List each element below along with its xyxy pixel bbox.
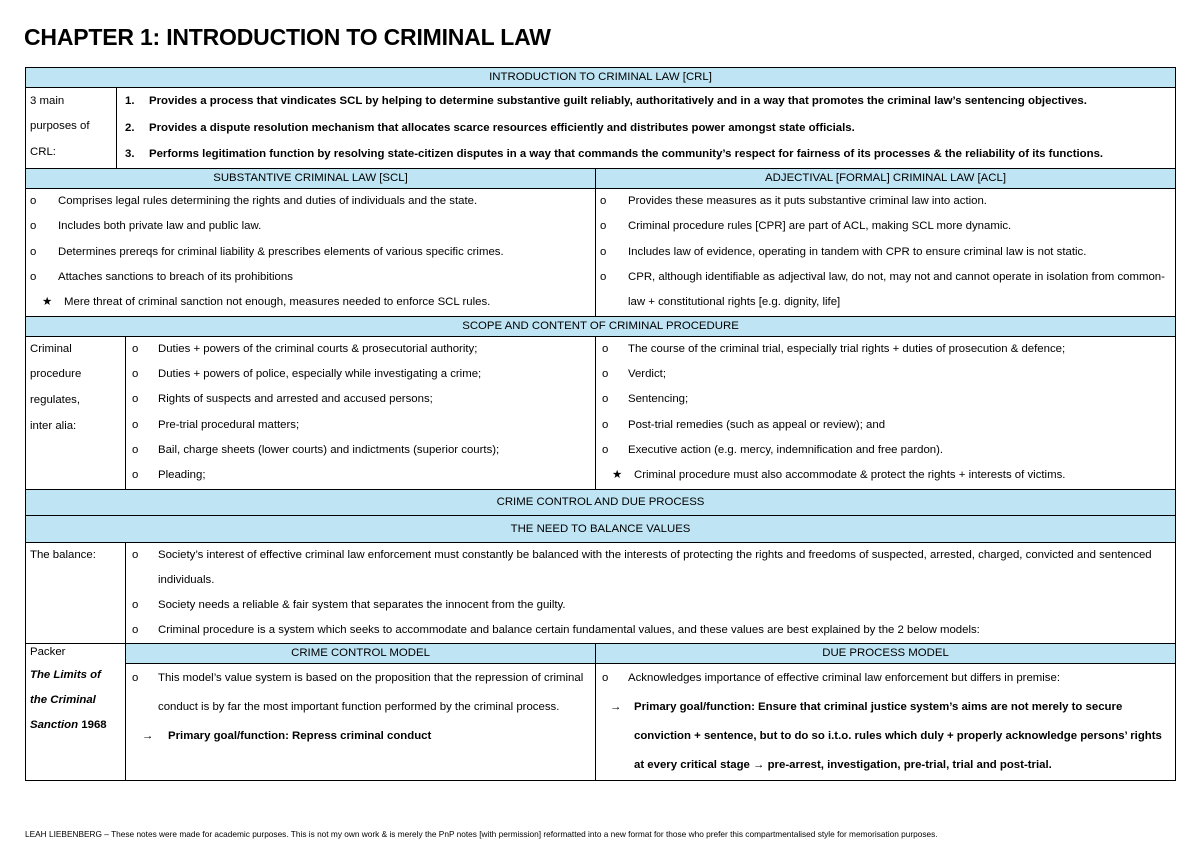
crime-control-text: This model’s value system is based on the proposition that the repression of criminal conduct is by far the most important function performed by the criminal process. [158,671,584,713]
balance-item-text: Society needs a reliable & fair system that separates the innocent from the guilty. [158,598,566,611]
balance-item [126,618,1175,643]
scl-item-text: Mere threat of criminal sanction not enough, measures needed to enforce SCL rules. [64,296,491,309]
circle-bullet-icon: o [602,393,609,406]
scope-item [126,438,595,463]
crime-control-goal [126,722,595,751]
circle-bullet-icon: o [132,469,139,482]
circle-bullet-icon: o [30,271,37,283]
scope-label-line: Criminal [30,342,72,355]
scope-item-text: Executive action (e.g. mercy, indemnification and free pardon). [628,444,944,456]
scope-label-line: regulates, [30,394,81,406]
packer-work-line: The Limits of [30,668,101,681]
due-process-header: DUE PROCESS MODEL [596,643,1176,663]
crime-control-header: CRIME CONTROL MODEL [126,643,596,663]
acl-header: ADJECTIVAL [FORMAL] CRIMINAL LAW [ACL] [596,168,1176,188]
star-icon: ★ [42,296,53,309]
footer-note: LEAH LIEBENBERG – These notes were made for academic purposes. This is not my own work & is merely the PnP notes [with permission] reformatted into a new format for those who prefer this compartmentalised style for memorisation purposes. [25,829,938,839]
acl-item-text: Provides these measures as it puts substantive criminal law into action. [628,194,987,207]
purpose-number: 3. [125,148,135,161]
circle-bullet-icon: o [602,368,609,381]
packer-work-title-end: Sanction [30,718,79,731]
intro-header-row [26,68,1176,88]
acl-item [596,240,1175,265]
purposes-list [121,88,1171,168]
acl-item-text: CPR, although identifiable as adjectival law, do not, may not and cannot operate in isolation from common-law + constitutional rights [e.g. dignity, life] [628,271,1165,309]
crime-control-goal-text: Primary goal/function: Repress criminal conduct [168,730,432,742]
acl-list [596,189,1175,316]
scl-item [26,189,595,214]
scope-left-list [126,337,595,489]
scl-acl-row [26,188,1176,316]
scope-label-line: inter alia: [30,419,77,432]
purpose-item [121,88,1171,115]
purpose-number: 1. [125,95,135,107]
circle-bullet-icon: o [132,418,139,431]
intro-header: INTRODUCTION TO CRIMINAL LAW [CRL] [26,68,1176,88]
acl-item-text: Includes law of evidence, operating in tandem with CPR to ensure criminal law is not static. [628,245,1087,258]
packer-work-line: the Criminal [30,693,96,706]
circle-bullet-icon: o [30,220,37,233]
circle-bullet-icon: o [132,623,139,636]
purpose-item [121,141,1171,168]
circle-bullet-icon: o [30,245,37,258]
scope-left-cell [126,336,596,489]
scl-item-text: Attaches sanctions to breach of its prohibitions [58,271,293,283]
scope-header: SCOPE AND CONTENT OF CRIMINAL PROCEDURE [26,316,1176,336]
scope-item-text: Duties + powers of the criminal courts & prosecutorial authority; [158,342,478,355]
scl-list [26,189,595,316]
packer-author: Packer [30,645,66,658]
due-process-goal [596,693,1175,781]
purpose-text: Provides a dispute resolution mechanism that allocates scarce resources efficiently and distributes power amongst state officials. [149,121,855,134]
circle-bullet-icon: o [602,418,609,431]
scope-row [26,336,1176,489]
star-icon: ★ [612,469,623,482]
circle-bullet-icon: o [132,342,139,355]
scope-item [596,387,1175,412]
ccdp-header: CRIME CONTROL AND DUE PROCESS [26,489,1176,515]
scl-cell [26,188,596,316]
scope-item-text: Pre-trial procedural matters; [158,418,300,431]
acl-item [596,189,1175,214]
notes-table [25,67,1176,781]
scl-acl-header-row [26,168,1176,188]
balance-item-text: Criminal procedure is a system which seeks to accommodate and balance certain fundamental values, and these values are best explained by the 2 below models: [158,623,980,636]
scl-item [26,265,595,290]
balance-header-row [26,515,1176,542]
circle-bullet-icon: o [132,393,139,406]
crime-control-cell [126,663,596,781]
circle-bullet-icon: o [602,671,609,684]
scope-item [596,362,1175,387]
purpose-number: 2. [125,121,135,134]
scope-label [26,336,126,489]
scope-item-text: Sentencing; [628,393,689,406]
scope-item-text: Verdict; [628,368,666,381]
due-process-item [596,664,1175,693]
scl-item-text: Determines prereqs for criminal liability & prescribes elements of various specific crimes. [58,245,504,258]
scl-header: SUBSTANTIVE CRIMINAL LAW [SCL] [26,168,596,188]
acl-item [596,265,1175,316]
acl-item-text: Criminal procedure rules [CPR] are part of ACL, making SCL more dynamic. [628,220,1012,233]
scope-item-text: Post-trial remedies (such as appeal or review); and [628,418,886,431]
scope-item [596,413,1175,438]
scope-label-line: procedure [30,368,82,381]
models-row [26,663,1176,781]
crime-control-list [126,664,595,752]
scope-right-list [596,337,1175,489]
balance-label: The balance: [26,542,126,643]
scl-item [26,290,595,315]
scope-item [126,463,595,488]
scope-item [596,438,1175,463]
circle-bullet-icon: o [602,444,609,456]
purpose-item [121,115,1171,142]
scope-item [126,387,595,412]
intro-label-line: CRL: [30,145,56,158]
circle-bullet-icon: o [132,368,139,381]
intro-label-line: purposes of [30,120,90,133]
purpose-text: Performs legitimation function by resolving state-citizen disputes in a way that commands the community’s respect for fairness of its processes & the reliability of its functions. [149,148,1104,161]
balance-header: THE NEED TO BALANCE VALUES [26,515,1176,542]
circle-bullet-icon: o [600,194,607,207]
due-process-text: Acknowledges importance of effective criminal law enforcement but differs in premise: [628,671,1060,684]
scope-header-row [26,316,1176,336]
packer-label [26,643,126,781]
scope-item-text: Pleading; [158,469,206,482]
balance-item [126,593,1175,618]
scope-item [126,413,595,438]
intro-label-line: 3 main [30,95,65,107]
intro-row [26,88,1176,169]
acl-item [596,214,1175,239]
intro-purposes-cell [117,88,1176,169]
due-process-cell [596,663,1176,781]
scl-item [26,214,595,239]
balance-item [126,543,1175,593]
circle-bullet-icon: o [132,598,139,611]
packer-work-last [30,710,121,740]
scl-item-text: Includes both private law and public law. [58,220,262,233]
balance-list [126,543,1175,643]
balance-row [26,542,1176,643]
ccdp-header-row [26,489,1176,515]
scope-item [126,337,595,362]
scl-item [26,240,595,265]
circle-bullet-icon: o [132,444,139,456]
intro-label [26,88,117,169]
circle-bullet-icon: o [600,271,607,283]
circle-bullet-icon: o [600,220,607,233]
scope-item [596,463,1175,488]
arrow-right-icon: → [610,700,622,713]
due-process-goal-text: Primary goal/function: Ensure that criminal justice system’s aims are not merely to secure conviction + sentence, but to do so i.t.o. rules which duly + properly acknowledge persons’ rights at every critical stage → pre-arrest, investigation, pre-trial, trial and post-trial. [634,700,1162,772]
scope-item-text: Rights of suspects and arrested and accused persons; [158,393,433,406]
page-title: CHAPTER 1: INTRODUCTION TO CRIMINAL LAW [24,24,551,50]
circle-bullet-icon: o [30,194,37,207]
scope-item [596,337,1175,362]
scope-item [126,362,595,387]
circle-bullet-icon: o [602,342,609,355]
packer-year: 1968 [78,718,107,731]
scope-item-text: Criminal procedure must also accommodate & protect the rights + interests of victims. [634,469,1066,482]
scl-item-text: Comprises legal rules determining the rights and duties of individuals and the state. [58,194,478,207]
purpose-text: Provides a process that vindicates SCL by helping to determine substantive guilt reliably, authoritatively and in a way that promotes the criminal law’s sentencing objectives. [149,95,1087,107]
balance-item-text: Society’s interest of effective criminal law enforcement must constantly be balanced with the interests of protecting the rights and freedoms of suspected, arrested, charged, convicted and sentenced individuals. [158,548,1152,586]
balance-cell [126,542,1176,643]
circle-bullet-icon: o [600,245,607,258]
models-header-row [26,643,1176,663]
crime-control-item [126,664,595,722]
acl-cell [596,188,1176,316]
arrow-right-icon: → [142,730,154,742]
scope-item-text: Duties + powers of police, especially while investigating a crime; [158,368,482,381]
due-process-list [596,664,1175,781]
scope-item-text: The course of the criminal trial, especially trial rights + duties of prosecution & defence; [628,342,1066,355]
circle-bullet-icon: o [132,548,139,561]
scope-item-text: Bail, charge sheets (lower courts) and indictments (superior courts); [158,444,500,456]
scope-right-cell [596,336,1176,489]
circle-bullet-icon: o [132,671,139,684]
